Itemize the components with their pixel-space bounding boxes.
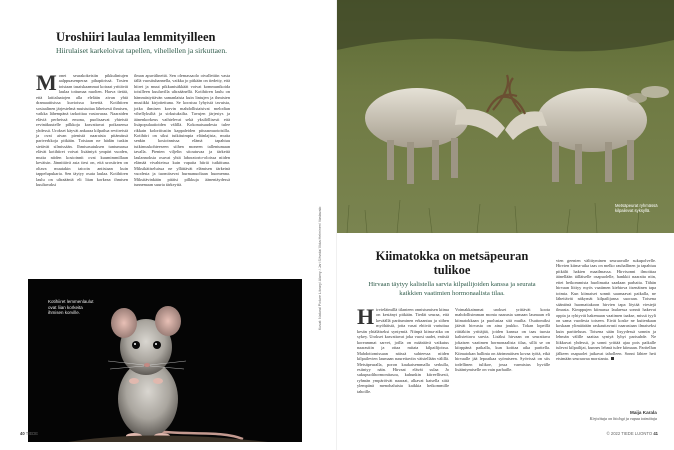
page-number: 40 xyxy=(20,431,25,436)
article-column-2 xyxy=(134,73,230,188)
body-text: vien geenien välittyminen seuraavalle sukupolvelle. Hirvien kiima-aika taas on melko rauhallinen ja tapahtuu pitkälti hakien maailmassa. Hirvisonni ilmoittaa äänellään tälläiselle osapuolelle, hankkii naaraita niin, ettei heikommista huolimatta saadaan parhaita. Tähän hirvaan liittyy myös vaatimen kiehtova itsenäinen tapa toimia. Kun kiimaiset sonnit saarnaavat paikalla, ne lähettävät näkymät kilpailijansa suoraan. Toisena sääntönä huomattakoon hirvien tapa löytää viestejä ilmasta. Kimppujen kiimassa laulaessa sonnit hakevat oppia ja ryhtyvät hakemaan vaatimen taakse, missä tyyli on sama vuodesta toiseen. Eivät koske ne kuitenkaan koskaan ylimäärään raskauttavasti naarastaan ilmaiseksi kuin paritteluun. Toisena sään lisyydessä sonnin ja lehmän välille saattaa syntyä lyhyt parisuhde. Ne liikkuvat yhdessä, ja sonni yrittää ajaa pois paikalle tulevat kilpailijat, kunnes lehmä tulee kiimaan. Paritellun jälkeen osapuolet jatkavat taholleen. Sonni lähtee heti etsimään seuraavaa morsianta. xyxy=(556,258,656,362)
dropcap: M xyxy=(36,70,57,95)
body-text: irvieläimillä tilanteen onnistumisen kiima on kestänyt pitkään. Tiedät seuraa, että keväällä parituminen erkaantuu ja siihen myöhäistä, jotta vasat ehtivät vartuttua kesän yhtäläiseksi syntymiä. Niinpä kiima-aika on sykey. Urokset kasvattavat joka vuosi uudet, entistä koreammat sarvet, joilla on määräävä vaikutus naarastiin ja ottaa mitata kilpailijoissa. Mahdottomissaan näissä suhteessa niiden kilpailevien laumaan naurettaviin väistellään välillä. Metsäpeuralla, poron kaukaisemmalla serkulla, esiintyy näin. Hirvaat elävät sulaa Jo sukupuolihormonitasoa, kuhunkin kiireellisesti, ryhmän ympäröivät naaraat, alkavat katsella siitä ylempänä menohaluista kaikkia heikommille tahoille. xyxy=(357,307,449,394)
photo-caption-mouse: Kotihiiret lemmenlaulut ovat liian korkeita ihmisen korville. xyxy=(48,299,94,316)
end-mark xyxy=(611,357,614,360)
article-column-2 xyxy=(455,307,550,372)
article-title-reindeer: Kiimatokka on metsäpeuran tulikoe xyxy=(375,249,529,277)
dropcap: H xyxy=(357,304,375,329)
page-folio-left xyxy=(20,431,38,436)
body-text: onet seurakokeisiin pikkulintujen aalppuasenperaa pihapiirissä. Tosien toistaan tasaiskaammat koiraat yrittävät laulaa tottumaa nuolten. Harva tietää, että lattialaatojen alla elelään aivan yhtä dramaattisissa kuvioissa kerettä. Kotihiiren sosiaalinen järjestelmä muistuttaa läheisesti ihmisen, vaikka lähempänä tarkoittaa vastavaraa. Naaraiden eläviä perheissä emona, puolisaavat yhteistä revinäkuutelle pilkkoja kasvattavat poikasensa yhdessä. Urokset käyvät ankaraa kilpailua reviireistä ja ovat aivan pienistä naaraista pitämässä pariverkkoja pitkään. Toisiaan ne hädän tuskin sietävät silmissään. Ihmisasutuksen tuntumassa elävät kotihiiret voivat lisääntyä ympäri vuoden, mutta niiden kosioinnit ovat kuumimmillaan keväisin. Jännittävä asia tiesi on, että urosiirien on oltava muutakin taicoin antistaan kuin tappelupukaria. Sen täytyy osata laulaa. Kotihiiren laulu on ultraääntä eli liian korkeaa ihmisen kuultavaksi xyxy=(36,73,128,188)
body-text: Voimakkaimmat urokset yrittävät koota mahdollisimman monta naarasta samaan laumaan eli kiimatokkaan ja puolustaa sitä muilta. Osattomiksi jäävät hirvasta on aina joukko. Tokan lopeillä riittäkiin yrittäjää, joiden kanssa on taas tuosta kalistettava sarvia. Lisäksi hirvaan on seurattava jokaisen vaatimen hormonaalista tilaa, sillä se on kiirppänä paikalla, kun koittaa aika paritella. Kiimatokan hallinta on äärimmäisen kovaa työtä, eikä hirvaalle jää lepoaikaa syömiseen. Syövissä on siis todellinen tulikoe, jossa varmistus hyvälle lisääntymiselle on vain parhaille. xyxy=(455,307,550,372)
photo-credit: Kuvat: Natural Picture Library/ Alamy / Jari Sihvola/ Ilkka Helminen/ Vastavalo xyxy=(318,206,322,330)
author-name: Maija Karala xyxy=(630,410,657,415)
article-column-1 xyxy=(36,70,128,188)
article-subtitle-reindeer: Hirvaan täytyy kalistella sarvia kilpailijoiden kanssa ja seurata kaikkien vaatimien hormonaalista tilaa. xyxy=(368,281,536,297)
mouse-photo xyxy=(25,279,302,442)
reindeer-illustration xyxy=(337,0,674,233)
article-column-1 xyxy=(357,304,449,394)
article-title-mouse: Uroshiiri laulaa lemmityilleen xyxy=(56,30,216,44)
page-folio-right xyxy=(607,431,658,436)
photo-caption-reindeer: Metsäpeurat ryhmässä kilpailevat syksyllä. xyxy=(615,203,658,213)
page-number: 41 xyxy=(653,431,658,436)
right-page xyxy=(337,0,674,450)
publication-name: TIEDE xyxy=(25,431,39,436)
reindeer-photo xyxy=(337,0,674,233)
article-column-3 xyxy=(556,258,656,362)
body-text: ilman apuvälineitä. Sen olemassaolo oivallettiin vasta tällä vuosituhannella, vaikka jo pitkään on tiedetty, että hiiret ja muut pikkunisäkkäät voivat kommunikoida toisilleen kuuluvilla ultraäänellä. Kotihiiren laulu on hämmästyttävän samanlaista kuin lintujen ja ihmisten musiikki kirjoitettuna. Se koostuu lyhyistä tavuista, jotka ihmisen korvin mahdollistaisivat melodian vihellyksiltä ja sirkutuksilta. Tavujen järjestys ja äänenkorkeus vaihtelevat sekä yksilöllisesti että lisäpopulaatioiden välillä. Kokonaisuudesta tulee rikkain koloriitusiin kappaleiden pituusmuotoisilla. Kotihiiri on siksi tutkituimpia eläinlajista, mutta senkin kosioinnissa elämä tapahtuu tutkimuskohteeseen siihen moneen tallentumaan tavalla. Pienten viljelin sitoutuvaa ja tärkeitä laulannoksia osuvat yhtä laboratorio-oloissa niiden elämää vivahteissa kuin vapaita hiiriä tutkittuna. Miksikätiseluissa ne yllättävät elämisen tärkeinä vuodesta ja tuomitsevat hurmanuoltaan huomenna. Miksitävinkään pitäisi pilkkuja äänentäydessä tunnemaan suurta tärkeyttä. xyxy=(134,73,230,188)
author-note: Kirjoittaja on biologi ja vapaa toimittaja xyxy=(589,416,657,421)
publication-name: © 2022 TIEDE LUONTO xyxy=(606,431,653,436)
article-subtitle-mouse: Hiirulaiset karkeloivat tapellen, vihellellen ja sirkuttaen. xyxy=(56,46,228,55)
